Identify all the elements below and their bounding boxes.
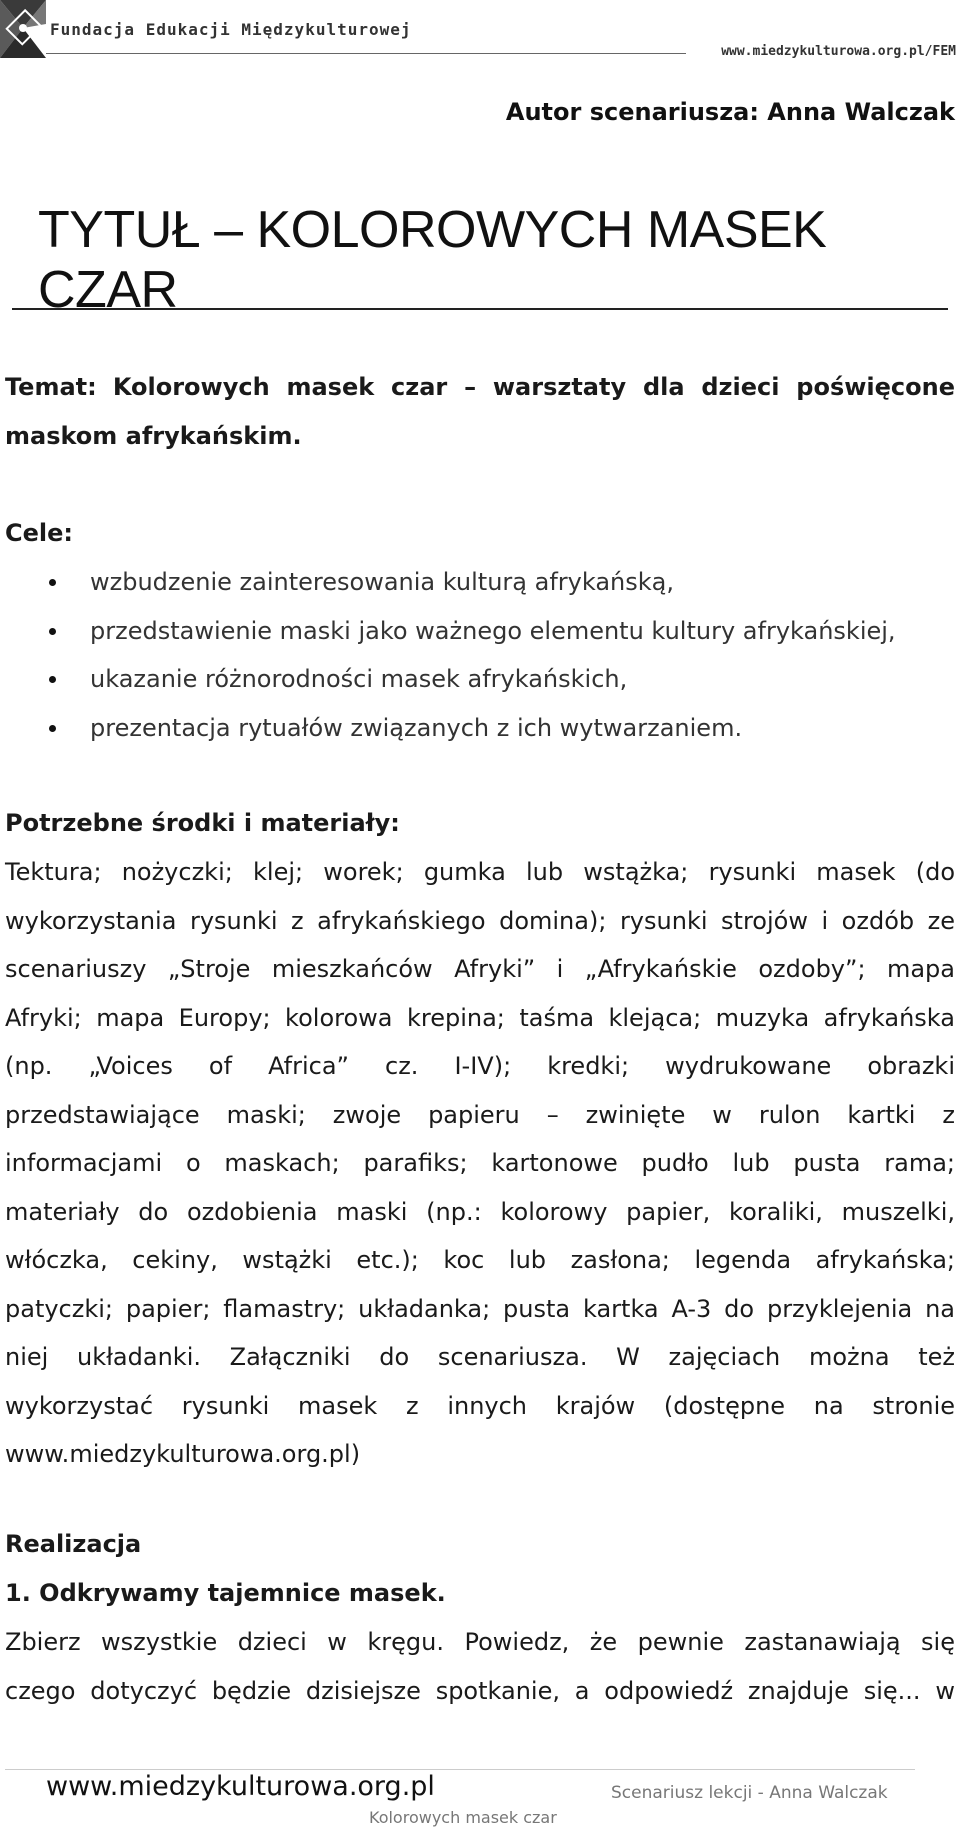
step-1-heading: 1. Odkrywamy tajemnice masek.: [5, 1579, 446, 1607]
footer-document-title: Kolorowych masek czar: [369, 1808, 557, 1827]
materials-line: wykorzystać rysunki masek z innych krajów (dostępne na stronie: [5, 1391, 955, 1420]
materials-line: niej układanki. Załączniki do scenariusza. W zajęciach można też: [5, 1343, 955, 1371]
materials-line: patyczki; papier; flamastry; układanka; pusta kartka A-3 do przyklejenia na: [5, 1294, 955, 1323]
step-1-paragraph: [5, 1618, 955, 1715]
foundation-logo-icon: [0, 0, 46, 58]
author-line: Autor scenariusza: Anna Walczak: [505, 98, 955, 126]
step-1-line: czego dotyczyć będzie dzisiejsze spotkanie, a odpowiedź znajduje się... w: [5, 1676, 955, 1705]
materials-line: przedstawiające maski; zwoje papieru – zwinięte w rulon kartki z: [5, 1100, 955, 1129]
materials-heading: Potrzebne środki i materiały:: [5, 809, 400, 837]
topic-paragraph: [5, 363, 955, 460]
materials-line: (np. „Voices of Africa” cz. I-IV); kredki; wydrukowane obrazki: [5, 1052, 955, 1080]
goal-item: wzbudzenie zainteresowania kulturą afrykańską,: [0, 558, 960, 607]
materials-paragraph: [5, 848, 955, 1479]
step-1-line: Zbierz wszystkie dzieci w kręgu. Powiedz, że pewnie zastanawiają się: [5, 1628, 955, 1656]
page-header: [0, 0, 960, 64]
title-underline: [12, 308, 948, 310]
goals-list: [0, 558, 960, 752]
materials-line: Afryki; mapa Europy; kolorowa krepina; taśma klejąca; muzyka afrykańska: [5, 1003, 955, 1032]
goal-item: prezentacja rytuałów związanych z ich wytwarzaniem.: [0, 704, 960, 753]
materials-line: wykorzystania rysunki z afrykańskiego domina); rysunki strojów i ozdób ze: [5, 906, 955, 935]
goal-item: ukazanie różnorodności masek afrykańskich,: [0, 655, 960, 704]
materials-line: Tektura; nożyczki; klej; worek; gumka lub wstążka; rysunki masek (do: [5, 858, 955, 886]
materials-line: włóczka, cekiny, wstążki etc.); koc lub zasłona; legenda afrykańska;: [5, 1246, 955, 1274]
topic-text-1: Kolorowych masek czar – warsztaty dla dzieci poświęcone: [112, 373, 955, 401]
footer-url-link[interactable]: www.miedzykulturowa.org.pl: [46, 1771, 435, 1802]
footer-scenario-credit: Scenariusz lekcji - Anna Walczak: [611, 1783, 888, 1803]
organization-name: Fundacja Edukacji Międzykulturowej: [50, 20, 412, 39]
footer-divider: [5, 1769, 915, 1770]
materials-line: scenariuszy „Stroje mieszkańców Afryki” i „Afrykańskie ozdoby”; mapa: [5, 955, 955, 983]
goals-heading: Cele:: [5, 519, 73, 547]
realization-heading: Realizacja: [5, 1530, 142, 1558]
materials-line: materiały do ozdobienia maski (np.: kolorowy papier, koraliki, muszelki,: [5, 1197, 955, 1226]
topic-text-2: maskom afrykańskim.: [5, 421, 302, 450]
page-title: TYTUŁ – KOLOROWYCH MASEK CZAR: [38, 201, 827, 319]
goal-item: przedstawienie maski jako ważnego elementu kultury afrykańskiej,: [0, 607, 960, 656]
topic-label: Temat:: [5, 373, 97, 401]
materials-link[interactable]: www.miedzykulturowa.org.pl): [5, 1440, 361, 1468]
materials-line: informacjami o maskach; parafiks; kartonowe pudło lub pusta rama;: [5, 1149, 955, 1177]
topic-line-1: [5, 363, 955, 412]
header-divider: [46, 53, 686, 54]
header-url-link[interactable]: www.miedzykulturowa.org.pl/FEM: [721, 44, 956, 59]
